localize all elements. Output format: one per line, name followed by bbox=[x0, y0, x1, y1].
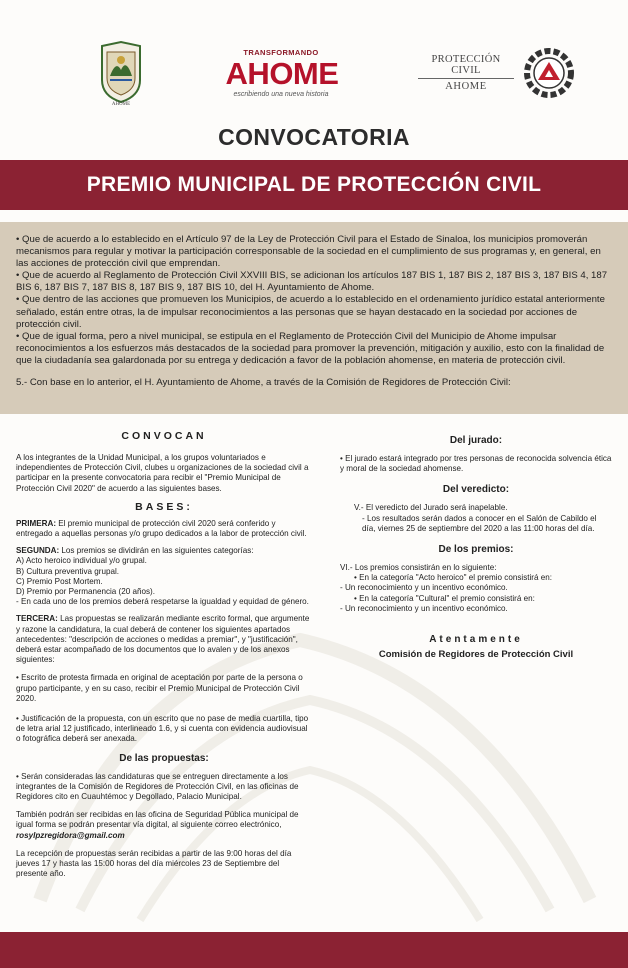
comision-signature: Comisión de Regidores de Protección Civil bbox=[378, 649, 574, 661]
segunda-item-d: D) Premio por Permanencia (20 años). bbox=[16, 587, 156, 597]
segunda-note: - En cada uno de los premios deberá respetarse la igualdad y equidad de género. bbox=[16, 597, 309, 607]
segunda-text: Los premios se dividirán en las siguientes categorías: bbox=[59, 546, 254, 556]
primera-paragraph bbox=[16, 519, 312, 539]
transformando-big-text: AHOME bbox=[225, 56, 339, 91]
recepcion-text: La recepción de propuestas serán recibidas a partir de las 9:00 horas del día jueves 17 y hasta las 15:00 horas del día miércoles 23 de Septiembre del presente año. bbox=[16, 848, 292, 879]
tercera-text: Las propuestas se realizarán mediante escrito formal, que argumente y razone la candidatura, la cual deberá de contener los siguientes apartados antecedentes: "descripción de acciones o medidas a premiar", y "justificación", deberá estar acompañado de los documentos que lo avalen y de los anexos siguientes: bbox=[16, 614, 310, 665]
segunda-label: SEGUNDA: bbox=[16, 546, 60, 556]
proteccion-civil-logo bbox=[418, 48, 578, 104]
banner-title: PREMIO MUNICIPAL DE PROTECCIÓN CIVIL bbox=[86, 173, 542, 196]
veredicto-item-1: V.- El veredicto del Jurado será inapelable. bbox=[354, 503, 508, 513]
atentamente-heading: Atentamente bbox=[429, 634, 523, 646]
premios-item-1: VI.- Los premios consistirán en lo siguiente: bbox=[340, 563, 497, 573]
propuestas-text: • Serán consideradas las candidaturas que se entreguen directamente a los integrantes de la Comisión de Regidores de Protección Civil, en las oficinas de Regidores cito en Cuauhtémoc y Degollado, Palacio Municipal. bbox=[16, 771, 299, 802]
pc-line2: AHOME bbox=[445, 81, 487, 92]
premios-item-4: • En la categoría "Cultural" el premio consistirá en: bbox=[354, 593, 535, 603]
premios-item-3: - Un reconocimiento y un incentivo económico. bbox=[340, 583, 508, 593]
intro-paragraph-1: • Que de acuerdo a lo establecido en el Artículo 97 de la Ley de Protección Civil para el Estado de Sinaloa, los municipios promoverán mecanismos para regular y motivar la participación corresponsable de la sociedad en el cumplimiento de sus programas y, en general, en las acciones de protección civil que emprendan. bbox=[16, 234, 601, 270]
veredicto-item-2: - Los resultados serán dados a conocer en el Salón de Cabildo el día, viernes 25 de septiembre del 2020 a las 11:00 horas del día. bbox=[362, 513, 597, 533]
segunda-item-b: B) Cultura preventiva grupal. bbox=[16, 566, 120, 576]
transformando-tagline: escribiendo una nueva historia bbox=[233, 91, 329, 98]
intro-paragraph-4: • Que de igual forma, pero a nivel municipal, se estipula en el Reglamento de Protección Civil del Municipio de Ahome impulsar reconocimientos a los esfuerzos más destacados de la sociedad para promover la prevención, mitigación y auxilio, esto con la finalidad de que la ciudadanía sea galardonada por su entrega y dedicación a favor de la población ahomense, en materia de protección civil. bbox=[16, 330, 605, 366]
primera-text: El premio municipal de protección civil 2020 será conferido y entregado a aquellas personas y/o grupo dedicados a la labor de protección civil. bbox=[16, 518, 307, 539]
header-logos bbox=[0, 36, 628, 112]
intro-paragraph-2: • Que de acuerdo al Reglamento de Protección Civil XXVIII BIS, se adicionan los artículos 187 BIS 1, 187 BIS 2, 187 BIS 3, 187 BIS 4, 187 BIS 6, 187 BIS 7, 187 BIS 8, 187 BIS 9, 187 BIS 10, del H. Ayuntamiento de Ahome. bbox=[16, 270, 608, 294]
segunda-paragraph bbox=[16, 546, 312, 556]
intro-paragraph-5: 5.- Con base en lo anterior, el H. Ayuntamiento de Ahome, a través de la Comisión de Regidores de Protección Civil: bbox=[16, 377, 511, 389]
propuestas-heading: De las propuestas: bbox=[119, 752, 209, 764]
justificacion-bullet: • Justificación de la propuesta, con un escrito que no pase de media cuartilla, tipo de letra arial 12 justificado, interlineado 1.6, y si cuenta con evidencia audiovisual o fotográfica deberá ser anexada. bbox=[16, 714, 309, 744]
tercera-paragraph bbox=[16, 614, 312, 665]
seal-caption: AHOME bbox=[111, 102, 131, 107]
tambien-text: También podrán ser recibidas en las oficina de Seguridad Pública municipal de igual forma se podrán presentar vía digital, al siguiente correo electrónico, bbox=[16, 810, 299, 830]
proteccion-civil-text bbox=[418, 54, 514, 92]
segunda-item-a: A) Acto heroico individual y/o grupal. bbox=[16, 556, 147, 566]
right-column bbox=[340, 430, 612, 660]
escrito-bullet: • Escrito de protesta firmada en original de aceptación por parte de la persona o grupo participante, y en su caso, recibir el Premio Municipal de Protección Civil 2020. bbox=[16, 673, 303, 703]
tercera-label: TERCERA: bbox=[16, 614, 58, 624]
convocan-text: A los integrantes de la Unidad Municipal, a los grupos voluntariados e independientes de Protección Civil, clubes u organizaciones de la sociedad civil a participar en la presente convocatoria para recibir el "Premio Municipal de Protección Civil 2020" de acuerdo a las siguientes bases. bbox=[16, 453, 309, 493]
gear-triangle-icon bbox=[524, 48, 574, 98]
pc-line1: PROTECCIÓN CIVIL bbox=[418, 54, 514, 79]
ahome-seal-logo bbox=[98, 40, 144, 106]
bases-heading: BASES: bbox=[135, 500, 193, 513]
segunda-item-c: C) Premio Post Mortem. bbox=[16, 576, 103, 586]
primera-label: PRIMERA: bbox=[16, 518, 57, 528]
left-column bbox=[16, 430, 312, 880]
veredicto-heading: Del veredicto: bbox=[442, 484, 510, 496]
bottom-bar bbox=[0, 932, 628, 968]
tambien-paragraph bbox=[16, 810, 312, 841]
transformando-ahome-logo bbox=[206, 48, 356, 104]
convocan-heading: CONVOCAN bbox=[121, 430, 207, 442]
page-title: CONVOCATORIA bbox=[218, 124, 410, 150]
intro-section bbox=[0, 222, 628, 414]
jurado-heading: Del jurado: bbox=[449, 435, 503, 446]
premios-heading: De los premios: bbox=[438, 544, 514, 556]
title-banner bbox=[0, 160, 628, 210]
jurado-text: • El jurado estará integrado por tres personas de reconocida solvencia ética y moral de la sociedad ahomense. bbox=[340, 454, 612, 474]
email-link[interactable]: rosylpzregidora@gmail.com bbox=[16, 830, 125, 840]
premios-item-2: • En la categoría "Acto heroico" el premio consistirá en: bbox=[354, 573, 552, 583]
intro-paragraph-3: • Que dentro de las acciones que promueven los Municipios, de acuerdo a lo establecido en el ordenamiento jurídico estatal anteriormente señalado, están entre otras, la de impulsar reconocimientos a las personas que se hayan destacado en la sociedad por acciones de protección civil. bbox=[16, 294, 605, 330]
premios-item-5: - Un reconocimiento y un incentivo económico. bbox=[340, 603, 508, 613]
transformando-small-text: TRANSFORMANDO bbox=[243, 48, 319, 57]
